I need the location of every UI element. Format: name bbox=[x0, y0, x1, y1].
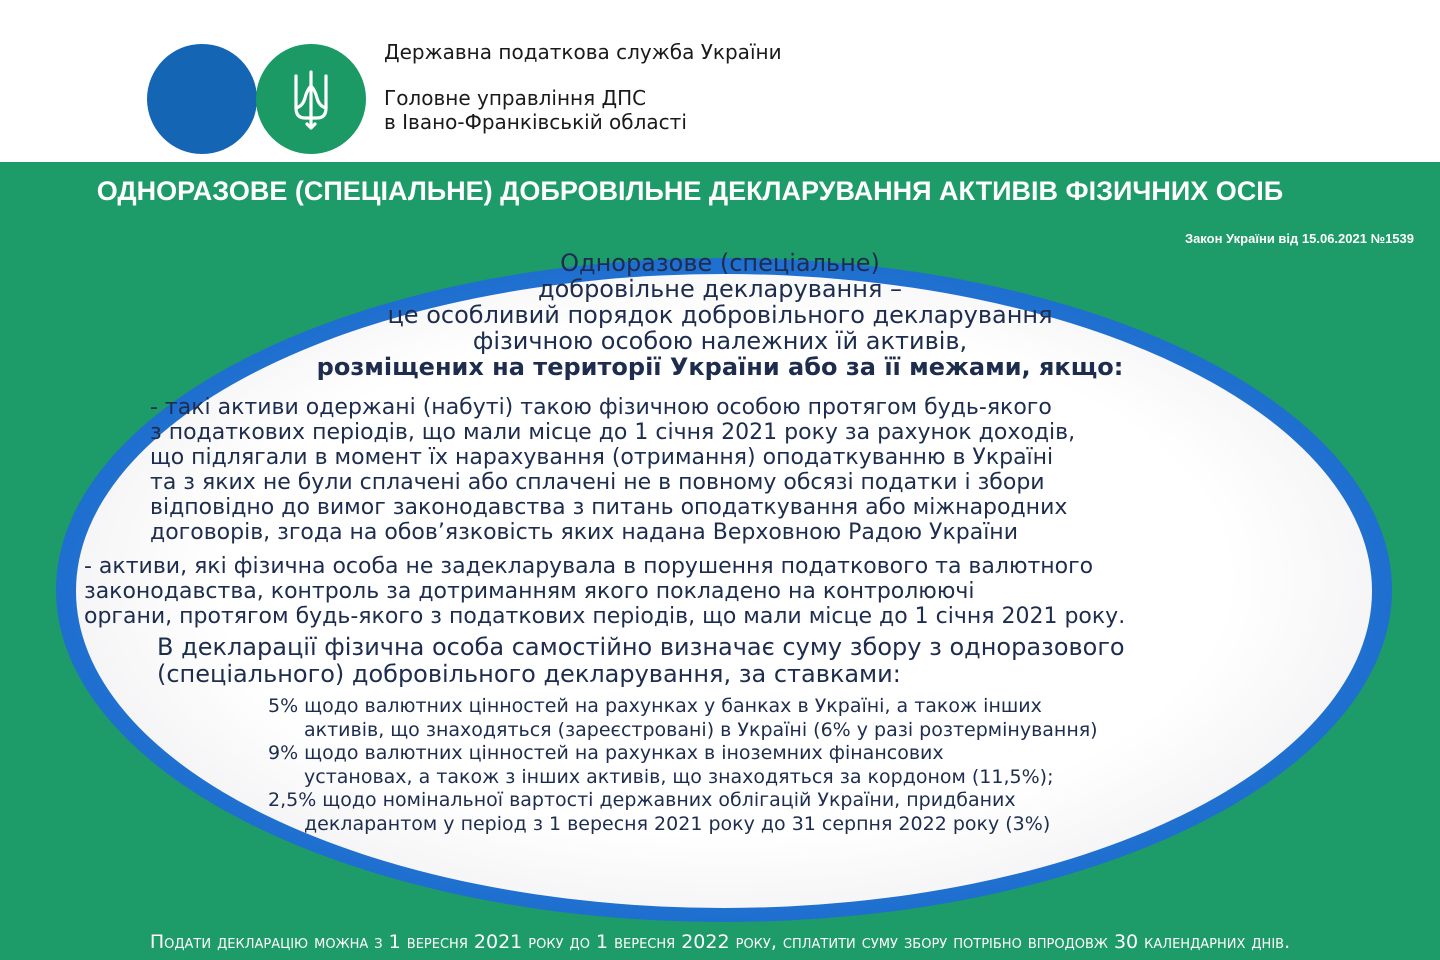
org-subdivision bbox=[384, 86, 687, 134]
footer-note: Подати декларацію можна з 1 вересня 2021 року до 1 вересня 2022 року, сплатити суму збору потрібно впродовж 30 календарних днів. bbox=[149, 931, 1291, 953]
logo-green-circle bbox=[256, 44, 366, 154]
condition-line: договорів, згода на обов’язковість яких надана Верховною Радою України bbox=[150, 520, 1018, 545]
rate-line: активів, що знаходяться (зареєстровані) в Україні (6% у разі розтермінування) bbox=[304, 718, 1098, 741]
header bbox=[0, 0, 1440, 162]
definition-block bbox=[0, 250, 1440, 380]
condition-1 bbox=[150, 395, 1075, 545]
definition-line: фізичною особою належних їй активів, bbox=[472, 327, 968, 355]
condition-line: з податкових періодів, що мали місце до 1 січня 2021 року за рахунок доходів, bbox=[150, 420, 1076, 445]
definition-line: Одноразове (спеціальне) bbox=[560, 249, 880, 277]
condition-line: законодавства, контроль за дотриманням якого покладено на контролюючі bbox=[84, 579, 975, 604]
definition-line: добровільне декларування – bbox=[537, 275, 903, 303]
condition-line: - активи, які фізична особа не задекларувала в порушення податкового та валютного bbox=[84, 554, 1094, 579]
org-name: Державна податкова служба України bbox=[384, 40, 782, 64]
definition-line: це особливий порядок добровільного декларування bbox=[387, 301, 1053, 329]
rate-line: установах, а також з інших активів, що знаходяться за кордоном (11,5%); bbox=[304, 765, 1054, 788]
trident-icon bbox=[291, 68, 331, 130]
condition-2 bbox=[84, 554, 1125, 629]
law-reference: Закон України від 15.06.2021 №1539 bbox=[1184, 231, 1414, 246]
org-sub-line: Головне управління ДПС bbox=[384, 86, 647, 110]
definition-line: розміщених на території України або за її межами, якщо: bbox=[316, 353, 1124, 381]
condition-line: відповідно до вимог законодавства з питань оподаткування або міжнародних bbox=[150, 495, 1068, 520]
rate-line: 2,5% щодо номінальної вартості державних облігацій України, придбаних bbox=[268, 789, 1016, 811]
rates-heading-line: (спеціального) добровільного декларування, за ставками: bbox=[157, 660, 901, 688]
rate-line: 9% щодо валютних цінностей на рахунках в іноземних фінансових bbox=[268, 742, 944, 764]
condition-line: - такі активи одержані (набуті) такою фізичною особою протягом будь-якого bbox=[150, 395, 1052, 420]
logo-blue-circle bbox=[147, 44, 257, 154]
rates-list bbox=[268, 695, 1098, 836]
rate-line: 5% щодо валютних цінностей на рахунках у банках в Україні, а також інших bbox=[268, 695, 1042, 717]
condition-line: та з яких не були сплачені або сплачені не в повному обсязі податки і збори bbox=[150, 470, 1045, 495]
org-sub-line: в Івано-Франківській області bbox=[384, 110, 687, 134]
condition-line: органи, протягом будь-якого з податкових періодів, що мали місце до 1 січня 2021 року. bbox=[84, 604, 1126, 629]
rates-heading-line: В декларації фізична особа самостійно визначає суму збору з одноразового bbox=[157, 633, 1125, 661]
page-title: ОДНОРАЗОВЕ (СПЕЦІАЛЬНЕ) ДОБРОВІЛЬНЕ ДЕКЛАРУВАННЯ АКТИВІВ ФІЗИЧНИХ ОСІБ bbox=[96, 176, 1284, 206]
condition-line: що підлягали в момент їх нарахування (отримання) оподаткуванню в Україні bbox=[150, 445, 1054, 470]
rates-heading bbox=[157, 634, 1125, 688]
rate-line: декларантом у період з 1 вересня 2021 року до 31 серпня 2022 року (3%) bbox=[304, 812, 1051, 835]
